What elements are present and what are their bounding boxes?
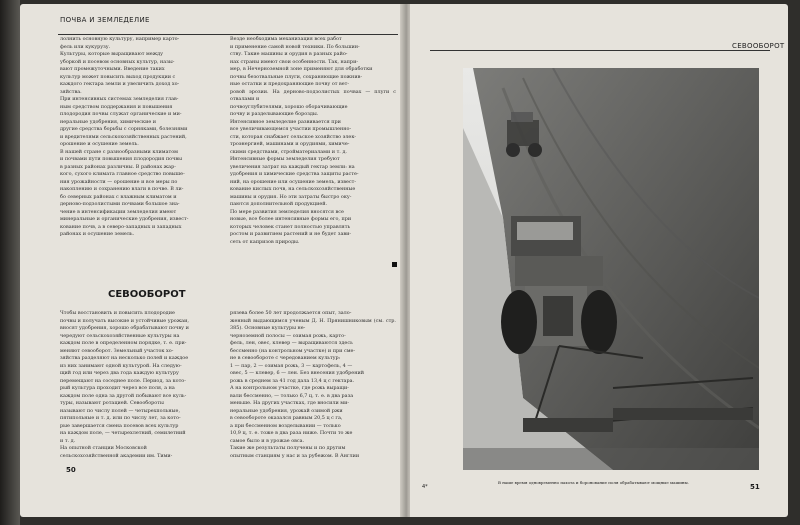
photo-caption: В наше время одновременно пахота и боронование поля обрабатывают мощные машины. (498, 480, 690, 485)
left-running-head: ПОЧВА И ЗЕМЛЕДЕЛИЕ (60, 16, 150, 24)
left-page-number: 50 (66, 466, 76, 474)
tractor-illustration (463, 68, 759, 470)
section-heading: СЕВООБОРОТ (108, 289, 186, 300)
left-column-2-top: Везде необходима механизация всех работ и применение самой новой техники. По большин- ству. Такие машины и орудия в разных райо- нах страны имеют свои особенности. Так, напри- мер, в Нечерноземной зоне применяют для обработки почвы безотвальные плуги, сохраняющие пожнив- ные остатки и предохраняющие почву от вет- ровой эрозии. На дерново-подзолистых почвах — плуги с отвалами и почвоуглубителями, хорошо оборачивающие почву и разделывающие борозды. Интенсивное земледелие развивается при все увеличивающемся участии промышленно- сти, которая снабжает сельское хозяйство элек- троэнергией, машинами и орудиями, химиче- скими средствами, стройматериалами и т. д. Интенсивные формы земледелия требуют увеличения затрат на каждый гектар земли: на удобрения и химические средства защиты расте- ний, на орошение или осушение земель, извест- кование кислых почв, на сельскохозяйственные машины и орудия. Но эти затраты быстро оку- паются дополнительной продукцией. По мере развития земледелия вносятся все новые, все более интенсивные формы его, при которых человек станет полностью управлять ростом и развитием растений и не будет зави- сеть от капризов природы. (230, 36, 396, 245)
right-page-number: 51 (750, 483, 760, 491)
left-page (20, 4, 407, 517)
signature-mark: 4* (422, 484, 428, 490)
right-page (410, 4, 788, 517)
tractor-photo (463, 68, 759, 470)
book-edge (0, 0, 20, 525)
right-header-rule (430, 50, 770, 51)
section-end-mark (392, 262, 397, 267)
left-column-1-top: лолнить основную культуру, например карто- фель или кукурузу. Культуры, которые выращивают между уборкой и посевом основных культур, назы- вают промежуточными. Введение таких культур может повысить выход продукции с каждого гектара земли и увеличить доход хо- зяйства. При интенсивных системах земледелия глав- ным средством поддержания и повышения плодородия почвы служат органические и ми- неральные удобрения, химические и другие средства борьбы с сорняками, болезнями и вредителями сельскохозяйственных растений, орошение и осушение земель. В нашей стране с разнообразными климатом и почвами пути повышения плодородия почвы в разных районах различны. В районах жар- кого, сухого климата главное средство повыше- ния урожайности — орошение и все меры по накоплению и сохранению влаги в почве. В ли- бо северных районах с влажным климатом и дерново-подзолистыми почвами большое зна- чение в интенсификации земледелия имеют минеральные и органические удобрения, извест- кование почв, а в северо-западных и западных районах и осушение земель. (60, 36, 189, 237)
left-column-1-bottom: Чтобы восстановить и повысить плодородие почвы и получать высокие и устойчивые урожаи, вносят удобрения, хорошо обрабатывают почву и чередуют сельскохозяйственные культуры на каждом поле в определенном порядке, т. е. при- меняют севооборот. Земельный участок хо- зяйства разделяют на несколько полей и каждое из них занимают одной культурой. На следую- щий год или через два года каждую культуру перемещают на соседнее поле. Период, за кото- рый культура проходит через все поля, а на каждом поле одна за другой побывают все куль- туры, называют ротацией. Севообороты называют по числу полей — четырехпольные, пятипольные и т. д. или по числу лет, за кото- рые завершается смена посевов всех культур на каждом поле, — четырехлетний, семилетний и т. д. На опытной станции Московской сельскохозяйственной академии им. Тими- (60, 310, 189, 459)
right-running-head: СЕВООБОРОТ (732, 42, 785, 50)
left-header-rule (58, 34, 398, 35)
left-column-2-bottom: рязева более 50 лет продолжается опыт, зало- женный выдающимся ученым Д. Н. Прянишниковым (см. стр. 385). Основные культуры не- черноземной полосы — озимая рожь, карто- фель, лен, овес, клевер — выращиваются здесь бессменно (на контрольном участке) и при сме- не в севообороте с чередованием культур: 1 — пар, 2 — озимая рожь, 3 — картофель, 4 — овес, 5 — клевер, 6 — лен. Без внесения удобрений рожь в среднем за 41 год дала 13,4 ц с гектара. А на контрольном участке, где рожь выращи- вали бессменно, — только 6,7 ц, т. е. в два раза меньше. На других участках, где вносили ми- неральные удобрения, урожай озимой ржи в севообороте оказался равным 20,5 ц с га, а при бессменном возделывании — только 10,9 ц, т. е. тоже в два раза ниже. Почти то же самое было и в урожае овса. Такие же результаты получены и по другим опытным станциям у нас и за рубежом. В Англии (230, 310, 396, 459)
